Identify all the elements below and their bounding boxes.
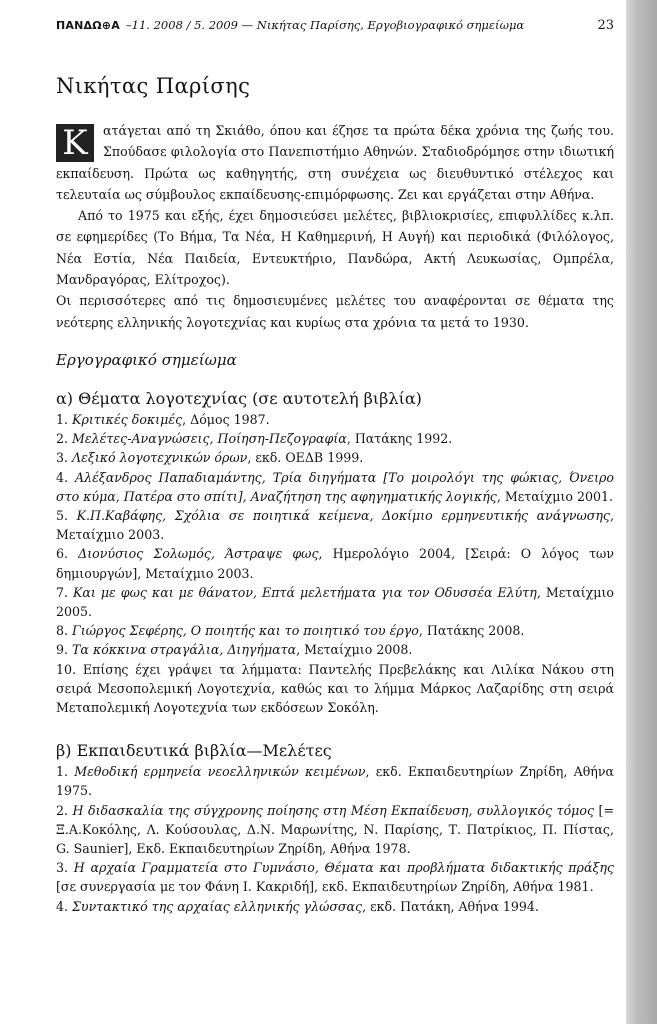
bio-paragraph-2: Από το 1975 και εξής, έχει δημοσιεύσει μελέτες, βιβλιοκρισίες, επιφυλλίδες κ.λπ. σε εφημερίδες (Το Βήμα, Τα Νέα, Η Καθημερινή, Η Αυγή) και περιοδικά (Φιλόλογος, Νέα Εστία, Νέα Παιδεία, Εντευκτήριο, Πανδώρα, Ακτή Λευκωσίας, Ομπρέλα, Μανδραγόρας, Ελίτροχος).	[56, 208, 614, 288]
item-number: 7.	[56, 584, 74, 600]
item-number: 1.	[56, 764, 75, 780]
list-item	[56, 897, 614, 916]
item-title: Διονύσιος Σολωμός, Άστραψε φως	[78, 546, 319, 562]
list-item	[56, 801, 614, 859]
item-number: 3.	[56, 450, 73, 466]
list-item	[56, 506, 614, 544]
list-item	[56, 858, 614, 896]
item-title: Μελέτες-Αναγνώσεις, Ποίηση-Πεζογραφία	[72, 431, 347, 447]
item-number: 6.	[56, 546, 79, 562]
item-number: 4.	[56, 898, 73, 914]
item-details: , Ημερολόγιο 2004, [Σειρά: Ο λόγος των δημιουργών], Μεταίχμιο 2003.	[56, 546, 614, 581]
item-details: , Μεταίχμιο 2005.	[56, 584, 614, 619]
item-details: , εκδ. ΟΕΔΒ 1999.	[247, 450, 364, 466]
list-item	[56, 660, 614, 718]
bio-section	[56, 120, 614, 333]
bio-paragraph-3: Οι περισσότερες από τις δημοσιευμένες μελέτες του αναφέρονται σε θέματα της νεότερης ελληνικής λογοτεχνίας και κυρίως στα χρόνια τα μετά το 1930.	[56, 293, 614, 330]
bio-paragraph-1: ατάγεται από τη Σκιάθο, όπου και έζησε τα πρώτα δέκα χρόνια της ζωής του. Σπούδασε φιλολογία στο Πανεπιστήμιο Αθηνών. Σταδιοδρόμησε στην ιδιωτική εκπαίδευση. Πρώτα ως καθηγητής, στη συνέχεια ως διευθυντικό στέλεχος και τελευταία ως σύμβουλος εκπαίδευσης-επιμόρφωσης. Ζει και εργάζεται στην Αθήνα.	[56, 123, 614, 202]
list-item	[56, 621, 614, 640]
item-number: 10.	[56, 661, 83, 677]
list-literature	[56, 410, 614, 717]
item-title: Συντακτικό της αρχαίας ελληνικής γλώσσας	[72, 898, 363, 914]
item-number: 2.	[56, 431, 73, 447]
list-item	[56, 468, 614, 506]
item-number: 1.	[56, 411, 73, 427]
item-title: Αλέξανδρος Παπαδιαμάντης, Τρία διηγήματα [Το μοιρολόγι της φώκιας, Όνειρο στο κύμα, Πατέρα στο σπίτι], Αναζήτηση της αφηγηματικής λογικής	[56, 469, 614, 504]
item-title: Γιώργος Σεφέρης, Ο ποιητής και το ποιητικό του έργο	[72, 623, 419, 639]
item-title: Μεθοδική ερμηνεία νεοελληνικών κειμένων	[74, 764, 366, 780]
subsection-b-heading: β) Εκπαιδευτικά βιβλία—Μελέτες	[56, 741, 332, 761]
item-title: Η αρχαία Γραμματεία στο Γυμνάσιο, Θέματα και προβλήματα διδακτικής πράξης	[73, 860, 614, 876]
item-details: , Μεταίχμιο 2003.	[56, 507, 614, 543]
item-number: 4.	[56, 469, 75, 485]
item-number: 3.	[56, 860, 74, 876]
item-title: Η διδασκαλία της σύγχρονης ποίησης στη Μέση Εκπαίδευση, συλλογικός τόμος	[72, 802, 595, 818]
list-item	[56, 429, 614, 448]
item-details: , Πατάκης 2008.	[418, 623, 525, 639]
page-number: 23	[597, 18, 614, 33]
item-title: Και με φως και με θάνατον, Επτά μελετήματα για τον Οδυσσέα Ελύτη	[73, 584, 537, 600]
item-details: , Μεταίχμιο 2001.	[496, 488, 614, 504]
item-number: 5.	[56, 507, 77, 523]
item-details: Επίσης έχει γράψει τα λήμματα: Παντελής Πρεβελάκης και Λιλίκα Νάκου στη σειρά Μεσοπολεμική Λογοτεχνία, καθώς και το λήμμα Μάρκος Λαζαρίδης στη σειρά Μεταπολεμική Λογοτεχνία των εκδόσεων Σοκόλη.	[56, 661, 614, 716]
page-title: Νικήτας Παρίσης	[56, 74, 251, 98]
item-details: , Πατάκης 1992.	[346, 431, 453, 447]
subsection-a-heading: α) Θέματα λογοτεχνίας (σε αυτοτελή βιβλία)	[56, 388, 422, 408]
item-details: , εκδ. Πατάκη, Αθήνα 1994.	[362, 898, 539, 914]
list-item	[56, 762, 614, 800]
list-item	[56, 640, 614, 659]
list-item	[56, 544, 614, 582]
item-title: Τα κόκκινα στραγάλια, Διηγήματα	[72, 642, 297, 658]
list-item	[56, 410, 614, 429]
item-details: , εκδ. Εκπαιδευτηρίων Ζηρίδη, Αθήνα 1975.	[56, 764, 614, 799]
scan-edge-strip	[626, 0, 657, 1024]
list-item	[56, 583, 614, 621]
page	[56, 18, 614, 916]
item-number: 2.	[56, 802, 73, 818]
list-educational	[56, 762, 614, 916]
item-title: Κ.Π.Καβάφης, Σχόλια σε ποιητικά κείμενα, Δοκίμιο ερμηνευτικής ανάγνωσης	[76, 507, 610, 523]
issue-text: –11. 2008 / 5. 2009 — Νικήτας Παρίσης, Εργοβιογραφικό σημείωμα	[125, 18, 525, 32]
drop-cap: Κ	[56, 124, 94, 162]
running-head	[56, 18, 614, 38]
item-details: , Δόμος 1987.	[182, 411, 270, 427]
item-number: 9.	[56, 642, 73, 658]
section-title: Εργογραφικό σημείωμα	[56, 350, 237, 369]
item-details: , Μεταίχμιο 2008.	[296, 642, 413, 658]
item-details: [σε συνεργασία με τον Φάνη Ι. Κακριδή], εκδ. Εκπαιδευτηρίων Ζηρίδη, Αθήνα 1981.	[56, 879, 594, 895]
item-number: 8.	[56, 623, 73, 639]
list-item	[56, 448, 614, 467]
item-title: Λεξικό λογοτεχνικών όρων	[72, 450, 248, 466]
item-title: Κριτικές δοκιμές	[72, 411, 183, 427]
item-details: [= Ξ.Α.Κοκόλης, Λ. Κούσουλας, Δ.Ν. Μαρωνίτης, Ν. Παρίσης, Τ. Πατρίκιος, Π. Πίστας, G. Saunier], Εκδ. Εκπαιδευτηρίων Ζηρίδη, Αθήνα 1978.	[56, 802, 614, 857]
journal-logo: ΠΑΝΔΩ⊕Α	[56, 19, 120, 32]
